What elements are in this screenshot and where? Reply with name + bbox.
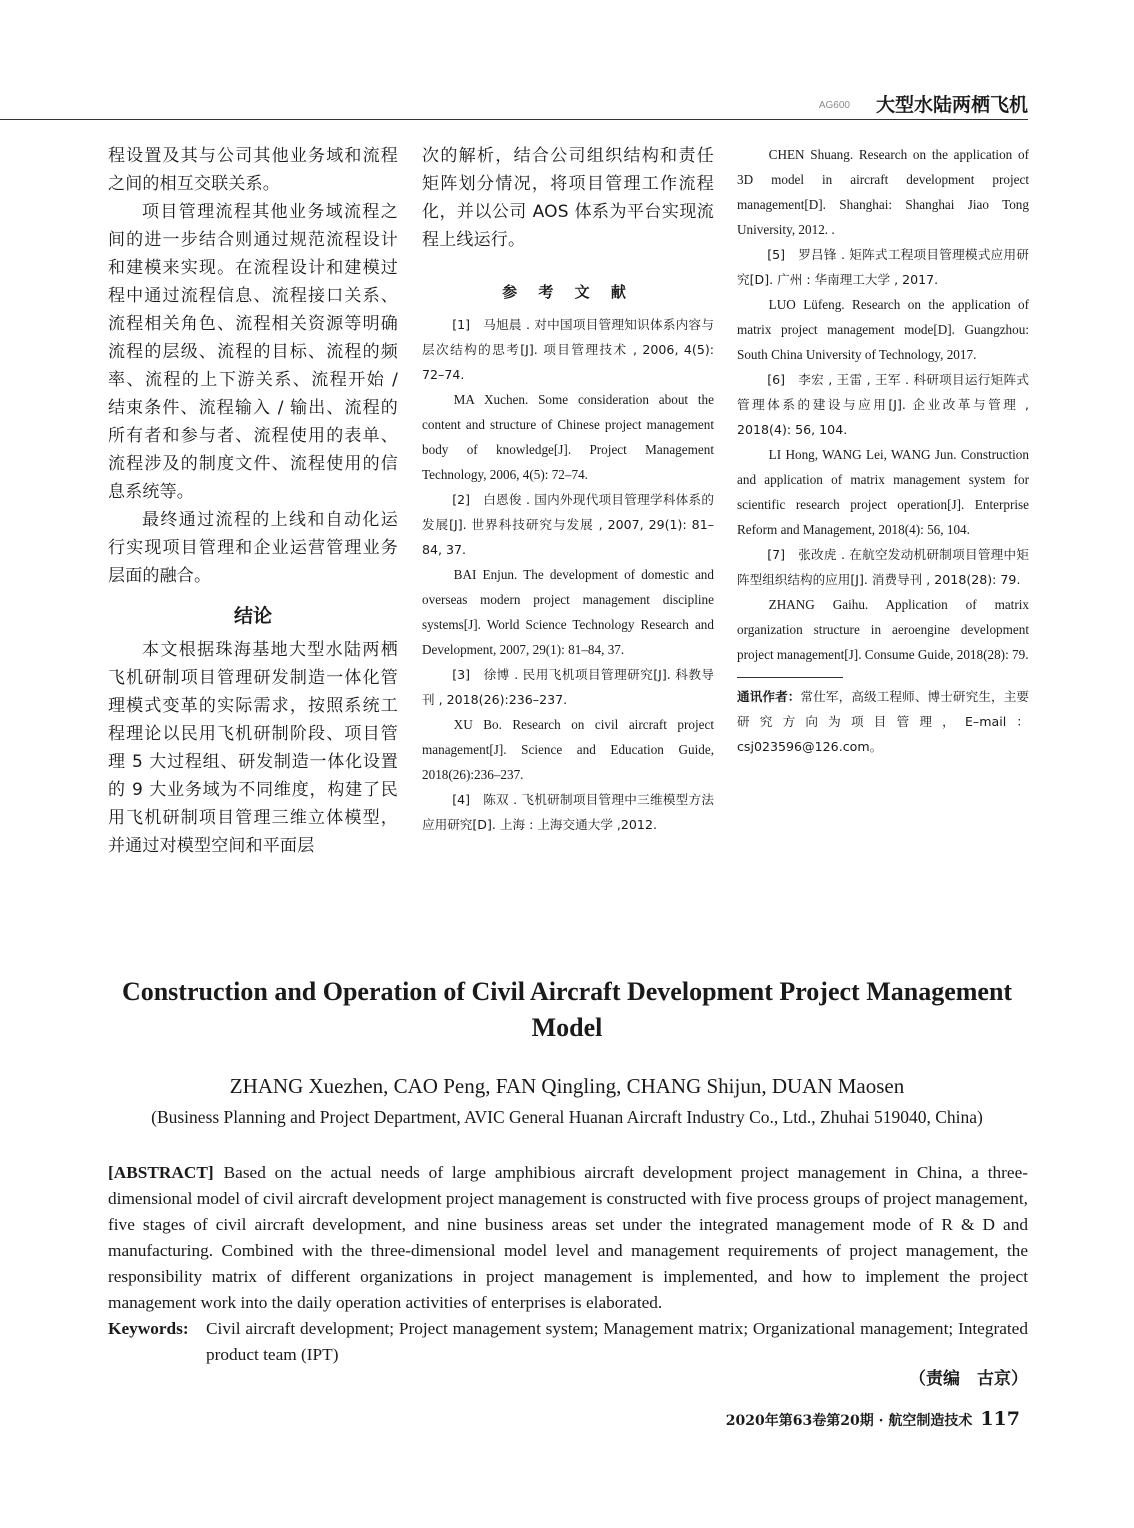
corresponding-author-note <box>737 684 1029 759</box>
header-journal-title: 大型水陆两栖飞机 <box>875 94 1028 116</box>
abstract-label: [ABSTRACT] <box>108 1163 214 1182</box>
footnote-label: 通讯作者： <box>737 689 801 704</box>
reference-item: [7] 张改虎 . 在航空发动机研制项目管理中矩阵型组织结构的应用[J]. 消费导刊 , 2018(28): 79. <box>737 547 1029 587</box>
english-keywords <box>108 1316 1028 1368</box>
body-paragraph: 最终通过流程的上线和自动化运行实现项目管理和企业运营管理业务层面的融合。 <box>108 510 398 586</box>
english-abstract <box>108 1160 1028 1316</box>
reference-item: CHEN Shuang. Research on the application of 3D model in aircraft development project management[D]. Shanghai: Shanghai Jiao Tong University, 2012. . <box>737 147 1029 237</box>
section-heading-conclusion: 结论 <box>233 605 272 627</box>
reference-item: [4] 陈双 . 飞机研制项目管理中三维模型方法应用研究[D]. 上海 : 上海交通大学 ,2012. <box>422 792 714 832</box>
references-heading: 参 考 文 献 <box>502 283 634 301</box>
page-footer <box>726 1404 1020 1436</box>
reference-item: MA Xuchen. Some consideration about the content and structure of Chinese project management body of knowledge[J]. Project Management Technology, 2006, 4(5): 72–74. <box>422 392 714 482</box>
reference-item: XU Bo. Research on civil aircraft project management[J]. Science and Education Guide, 2018(26):236–237. <box>422 717 714 782</box>
english-affiliation: (Business Planning and Project Department, AVIC General Huanan Aircraft Industry Co., Ltd., Zhuhai 519040, China) <box>151 1107 983 1127</box>
reference-item: LI Hong, WANG Lei, WANG Jun. Construction and application of matrix management system for scientific research project operation[J]. Enterprise Reform and Management, 2018(4): 56, 104. <box>737 447 1029 537</box>
reference-item: [3] 徐博 . 民用飞机项目管理研究[J]. 科教导刊 , 2018(26):236–237. <box>422 667 714 707</box>
column-2 <box>422 142 714 837</box>
reference-item: BAI Enjun. The development of domestic and overseas modern project management discipline systems[J]. World Science Technology Research and Development, 2007, 29(1): 81–84, 37. <box>422 567 714 657</box>
reference-item: [5] 罗吕锋 . 矩阵式工程项目管理模式应用研究[D]. 广州 : 华南理工大学 , 2017. <box>737 247 1029 287</box>
reference-item: [1] 马旭晨 . 对中国项目管理知识体系内容与层次结构的思考[J]. 项目管理技术 , 2006, 4(5): 72–74. <box>422 317 714 382</box>
editor-note: （责编 古京） <box>909 1369 1028 1389</box>
reference-item: LUO Lüfeng. Research on the application of matrix project management mode[D]. Guangzhou: South China University of Technology, 2017. <box>737 297 1029 362</box>
footnote-rule <box>737 677 843 678</box>
english-title: Construction and Operation of Civil Aircraft Development Project Management Model <box>121 977 1013 1042</box>
keywords-label: Keywords: <box>108 1319 189 1338</box>
reference-item: [2] 白恩俊 . 国内外现代项目管理学科体系的发展[J]. 世界科技研究与发展 , 2007, 29(1): 81–84, 37. <box>422 492 714 557</box>
header-rule <box>0 119 1028 120</box>
body-paragraph: 本文根据珠海基地大型水陆两栖飞机研制项目管理研发制造一体化管理模式变革的实际需求，按照系统工程理论以民用飞机研制阶段、项目管理 5 大过程组、研发制造一体化设置的 9 大业务域为不同维度，构建了民用飞机研制项目管理三维立体模型，并通过对模型空间和平面层 <box>108 640 398 856</box>
column-3 <box>737 142 1029 759</box>
abstract-text: Based on the actual needs of large amphibious aircraft development project management in China, a three-dimensional model of civil aircraft development project management is constructed with five process groups of project management, five stages of civil aircraft development, and nine business areas set under the integrated management mode of R & D and manufacturing. Combined with the three-dimensional model level and management requirements of project management, the responsibility matrix of different organizations in project management is implemented, and how to implement the project management work into the daily operation activities of enterprises is elaborated. <box>108 1163 1028 1312</box>
header-code: AG600 <box>818 100 850 111</box>
reference-item: [6] 李宏 , 王雷 , 王军 . 科研项目运行矩阵式管理体系的建设与应用[J]. 企业改革与管理 , 2018(4): 56, 104. <box>737 372 1029 437</box>
footer-issue: 2020年第63卷第20期 · 航空制造技术 <box>725 1413 973 1429</box>
english-authors: ZHANG Xuezhen, CAO Peng, FAN Qingling, CHANG Shijun, DUAN Maosen <box>229 1074 905 1098</box>
page-number: 117 <box>980 1408 1020 1430</box>
column-1 <box>108 142 398 860</box>
body-paragraph: 程设置及其与公司其他业务域和流程之间的相互交联关系。 <box>108 146 398 194</box>
body-paragraph: 项目管理流程其他业务域流程之间的进一步结合则通过规范流程设计和建模来实现。在流程设计和建模过程中通过流程信息、流程接口关系、流程相关角色、流程相关资源等明确流程的层级、流程的目标、流程的频率、流程的上下游关系、流程开始 / 结束条件、流程输入 / 输出、流程的所有者和参与者、流程使用的表单、流程涉及的制度文件、流程使用的信息系统等。 <box>108 202 398 502</box>
running-header <box>0 88 1028 120</box>
reference-item: ZHANG Gaihu. Application of matrix organization structure in aeroengine development project management[J]. Consume Guide, 2018(28): 79. <box>737 597 1029 662</box>
keywords-text: Civil aircraft development; Project management system; Management matrix; Organizational management; Integrated product team (IPT) <box>206 1319 1028 1364</box>
body-paragraph: 次的解析，结合公司组织结构和责任矩阵划分情况，将项目管理工作流程化，并以公司 AOS 体系为平台实现流程上线运行。 <box>422 146 714 250</box>
footnote-text: 常仕军，高级工程师、博士研究生，主要研究方向为项目管理，E–mail：csj023596@126.com。 <box>737 689 1030 754</box>
